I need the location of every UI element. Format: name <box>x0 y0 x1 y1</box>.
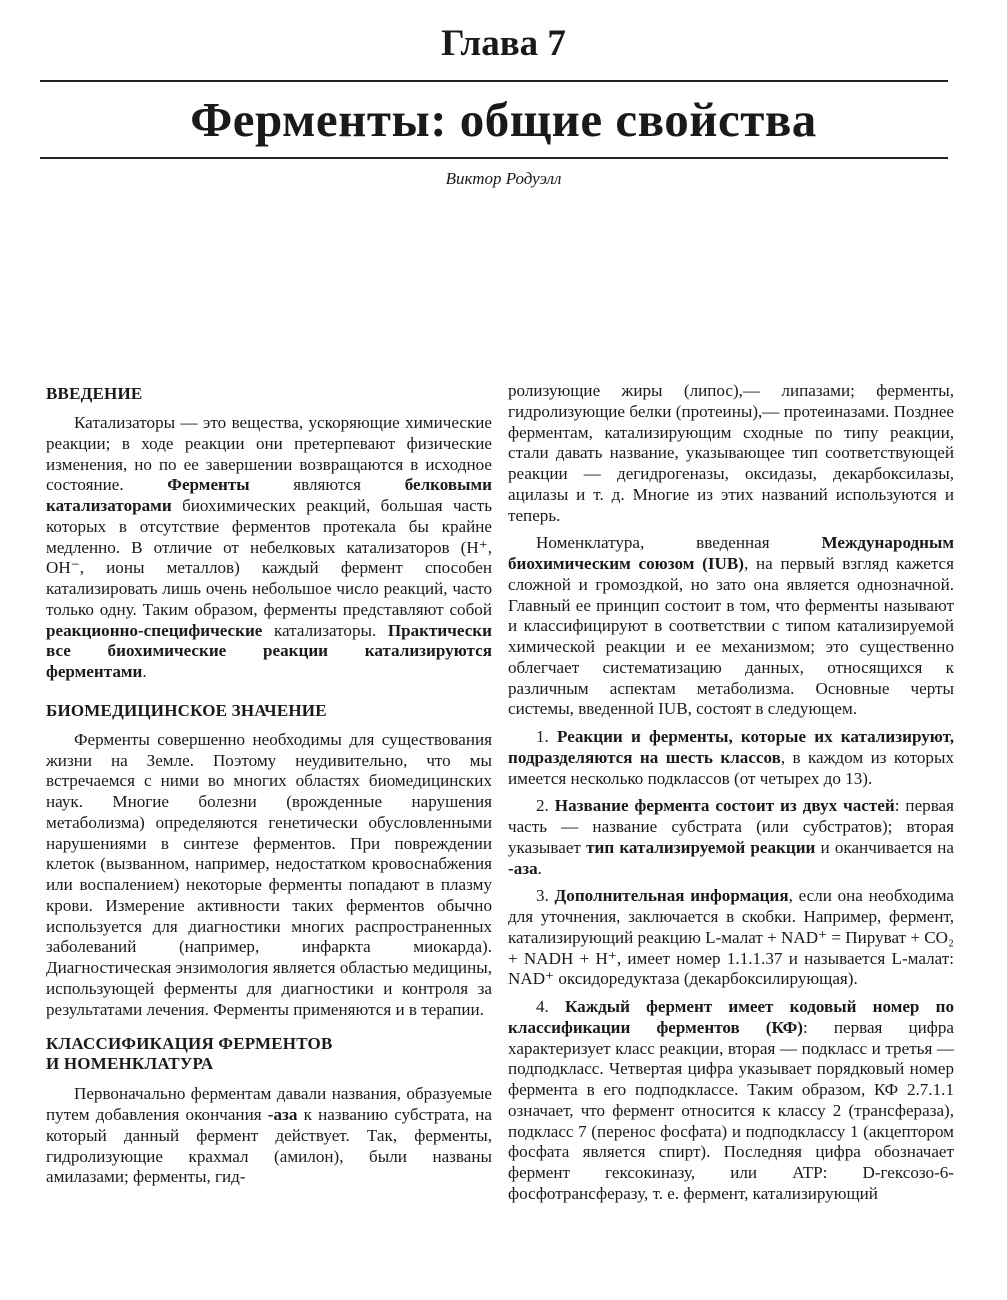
bold-term: Практически все биохимические реакции катализируются ферментами <box>46 620 492 681</box>
text: : первая часть — название субстрата (или субстратов); вторая указывает <box>508 796 954 857</box>
bold-term: Дополнительная информация <box>554 886 789 906</box>
text: и оканчивается на <box>815 837 954 857</box>
text: Номенклатура, введенная <box>536 533 822 553</box>
text: , если она необходима для уточнения, заключается в скобки. Например, фермент, катализирующий реакцию L-малат + NAD⁺ = Пируват + CO₂ + NADH + H⁺, имеет номер 1.1.1.37 и называется L-малат: NAD⁺ оксидоредуктаза (декарбоксилирующая). <box>508 886 954 989</box>
bold-term: -аза <box>508 858 538 878</box>
text: являются <box>249 475 405 495</box>
bottom-rule <box>40 157 948 159</box>
heading-line-1: КЛАССИФИКАЦИЯ ФЕРМЕНТОВ <box>46 1034 333 1054</box>
bold-term: Ферменты <box>167 475 250 495</box>
bold-term: белковыми катализаторами <box>46 475 493 515</box>
item-number: 1. <box>536 727 558 746</box>
bold-term: тип катализируемой реакции <box>586 837 816 857</box>
list-item-4 <box>508 997 954 1205</box>
text: . <box>142 662 147 681</box>
text: биохимических реакций, большая часть которых в отсутствие ферментов протекала бы крайне медленно. В отличие от небелковых катализаторов (H⁺, OH⁻, ионы металлов) каждый фермент способен катализировать лишь очень небольшое число реакций, часто только одну. Таким образом, ферменты представляют собой <box>46 496 492 619</box>
intro-paragraph <box>46 413 492 683</box>
chapter-title: Ферменты: общие свойства <box>190 92 817 147</box>
bold-term: Каждый фермент имеет кодовый номер по классификации ферментов (КФ) <box>508 997 954 1037</box>
text: Первоначально ферментам давали названия, образуемые путем добавления окончания <box>46 1084 492 1124</box>
bold-term: Название фермента состоит из двух частей <box>554 796 895 816</box>
bold-term: Реакции и ферменты, которые их катализируют, подразделяются на шесть классов <box>508 727 955 767</box>
text: , на первый взгляд кажется сложной и громоздкой, но зато она является однозначной. Главный ее принцип состоит в том, что ферменты называют и классифицируют в соответствии с типом катализируемой химической реакции и ее механизмом; это существенно облегчает систематизацию данных, относящихся к различным аспектам метаболизма. Основные черты системы, введенной IUB, состоят в следующем. <box>508 554 955 719</box>
biomedical-paragraph: Ферменты совершенно необходимы для существования жизни на Земле. Поэтому неудивительно, что мы встречаемся с ними во многих областях биомедицинских наук. Многие болезни (врожденные нарушения метаболизма) определяются генетически обусловленными нарушениями в синтезе ферментов. При повреждении клеток (вызванном, например, недостатком кровоснабжения или воспалением) некоторые ферменты попадают в плазму крови. Измерение активности таких ферментов обычно используется для диагностики многих распространенных заболеваний (например, инфаркта миокарда). Диагностическая энзимология является областью медицины, использующей ферменты для диагностики и контроля за результатами лечения. Ферменты применяются и в терапии. <box>46 729 492 1019</box>
text: Катализаторы — это вещества, ускоряющие химические реакции; в ходе реакции они претерпевают физические изменения, но по ее завершении возвращаются в исходное состояние. <box>46 413 492 495</box>
text: катализаторы. <box>262 620 388 640</box>
item-number: 3. <box>536 886 555 906</box>
text: : первая цифра характеризует класс реакции, вторая — подкласс и третья — подподкласс. Четвертая цифра указывает порядковый номер фермента в его подподклассе. Таким образом, КФ 2.7.1.1 означает, что фермент относится к классу 2 (трансфераза), подкласс 7 (перенос фосфата) и подподклассу 1 (акцептором фосфата является спирт). Последняя цифра обозначает фермент гексокиназу, или ATP: D-гексозо-6-фосфотрансферазу, т. е. фермент, катализирующий <box>508 1017 954 1203</box>
classification-paragraph <box>46 1084 492 1188</box>
iub-paragraph <box>508 533 954 720</box>
text: . <box>537 858 542 878</box>
author-name: Виктор Родуэлл <box>445 169 562 188</box>
list-item-2 <box>508 796 954 879</box>
bold-term: -аза <box>267 1105 298 1124</box>
left-column <box>46 384 492 1188</box>
list-item-3 <box>508 886 954 990</box>
item-number: 2. <box>536 796 555 816</box>
heading-line-2: И НОМЕНКЛАТУРА <box>46 1054 214 1074</box>
item-number: 4. <box>536 997 565 1016</box>
bold-term: реакционно-специфические <box>46 620 263 640</box>
text: к названию субстрата, на который данный фермент действует. Так, ферменты, гидролизующие крахмал (амилон), были названы амилазами; ферменты, гид- <box>46 1105 493 1187</box>
continued-paragraph: ролизующие жиры (липос),— липазами; ферменты, гидролизующие белки (протеины),— протеиназами. Позднее ферментам, катализирующим сходные по типу реакции, стали давать название, указывающее тип соответствующей реакции — дегидрогеназы, оксидазы, декарбоксилазы, ацилазы и т. д. Многие из этих названий используются и теперь. <box>508 381 954 525</box>
text: , в каждом из которых имеется несколько подклассов (от четырех до 13). <box>508 747 954 788</box>
classification-heading <box>46 1034 492 1074</box>
top-rule <box>40 80 948 82</box>
bold-term: Международным биохимическим союзом (IUB) <box>508 533 954 573</box>
biomedical-heading: БИОМЕДИЦИНСКОЕ ЗНАЧЕНИЕ <box>46 700 327 720</box>
right-column <box>508 381 954 1205</box>
chapter-number: Глава 7 <box>441 23 566 64</box>
intro-heading: ВВЕДЕНИЕ <box>46 384 143 403</box>
list-item-1 <box>508 727 954 789</box>
